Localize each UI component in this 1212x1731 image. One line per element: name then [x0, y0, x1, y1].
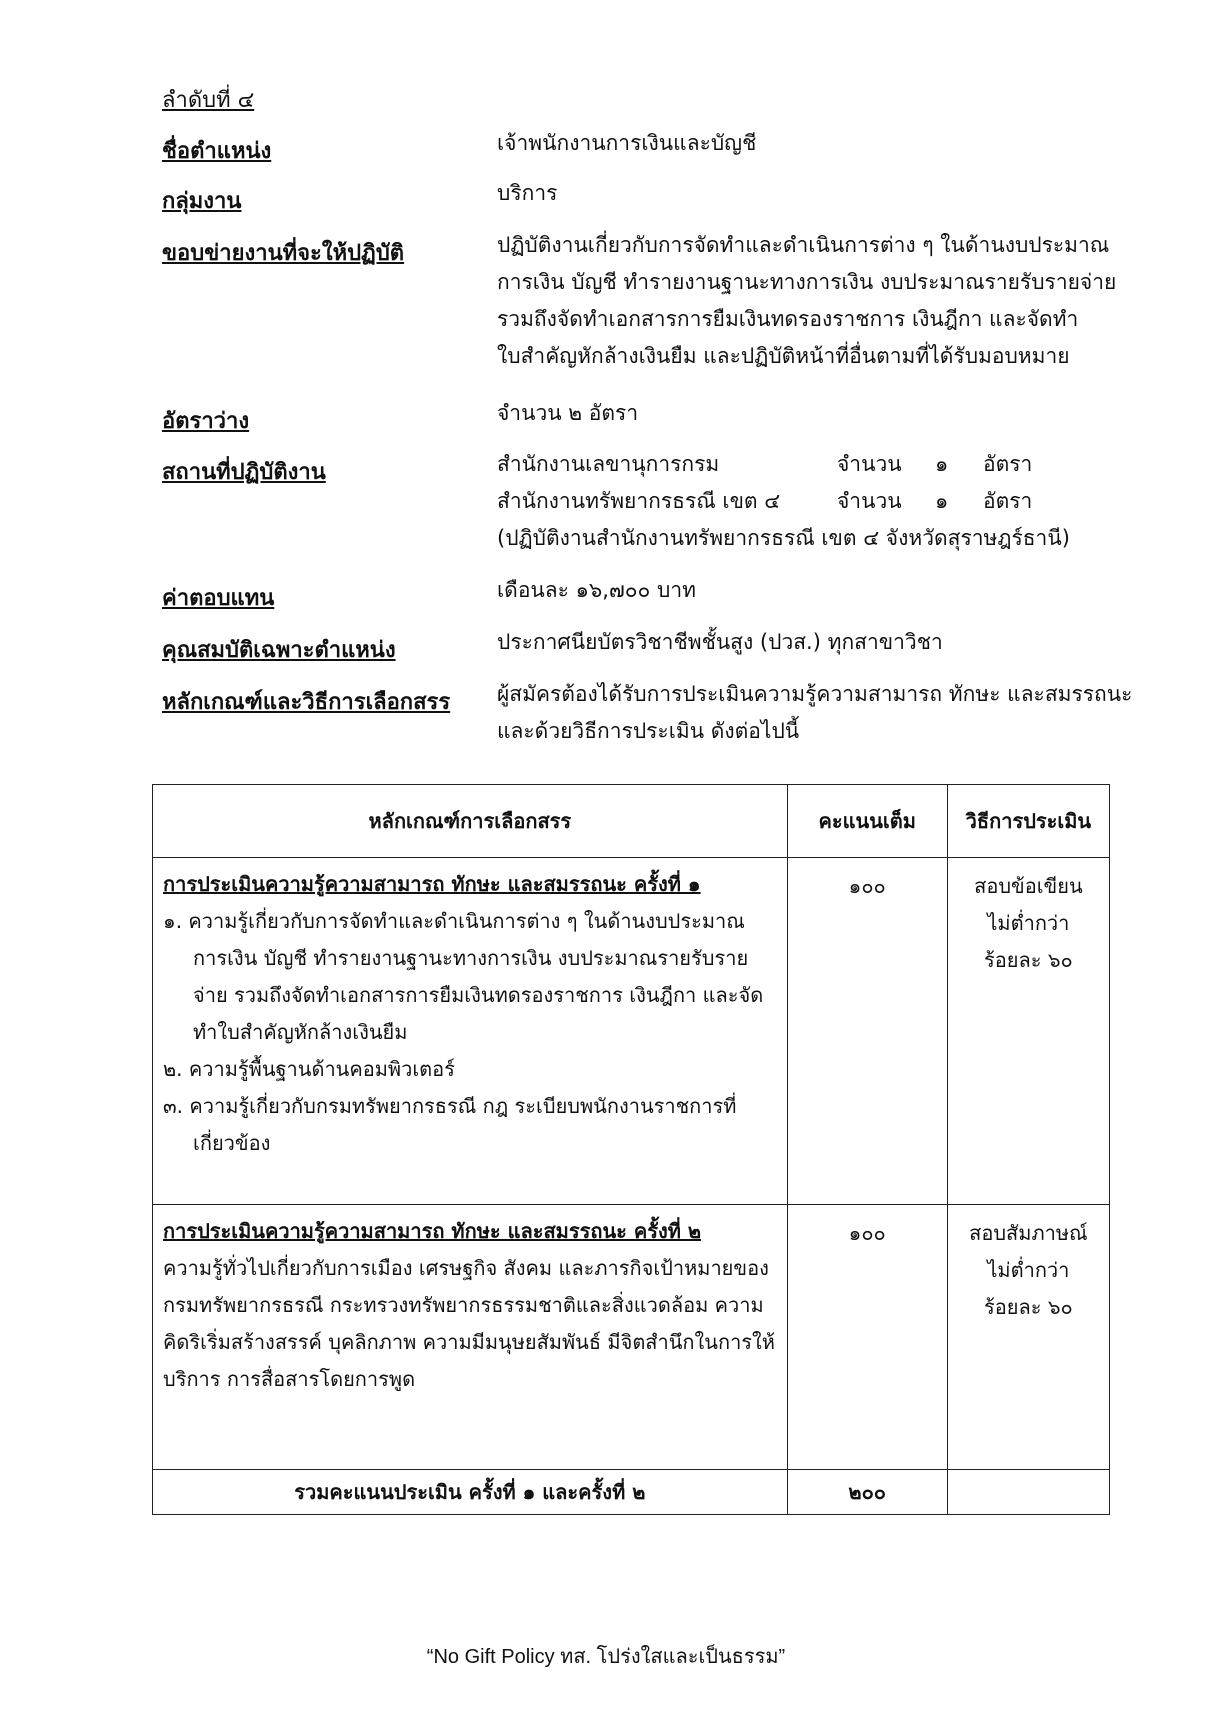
qualification-label: คุณสมบัติเฉพาะตำแหน่ง — [162, 638, 396, 663]
location-note: (ปฏิบัติงานสำนักงานทรัพยากรธรณี เขต ๔ จังหวัดสุราษฎร์ธานี) — [497, 526, 1070, 550]
round2-criteria — [153, 1205, 788, 1470]
selection-label: หลักเกณฑ์และวิธีการเลือกสรร — [162, 690, 451, 715]
location-value — [497, 446, 1097, 557]
total-method-empty — [947, 1470, 1109, 1515]
location-count-word: จำนวน — [837, 452, 902, 476]
vacancy-label: อัตราว่าง — [162, 409, 250, 434]
scope-line: ปฏิบัติงานเกี่ยวกับการจัดทำและดำเนินการต่าง ๆ ในด้านงบประมาณ — [497, 233, 1110, 257]
location-count: ๑ — [935, 489, 949, 513]
round1-item: ๑. ความรู้เกี่ยวกับการจัดทำและดำเนินการต่าง ๆ ในด้านงบประมาณ การเงิน บัญชี ทำรายงานฐานะทางการเงิน งบประมาณรายรับรายจ่าย รวมถึงจัดทำเอกสารการยืมเงินทดรองราชการ เงินฎีกา และจัดทำใบสำคัญหักล้างเงินยืม — [163, 909, 764, 1044]
round1-method-line: ร้อยละ ๖๐ — [984, 948, 1073, 972]
location-item — [497, 483, 1097, 520]
location-place: สำนักงานเลขานุการกรม — [497, 452, 720, 476]
location-item — [497, 446, 1097, 483]
salary-label: ค่าตอบแทน — [162, 586, 275, 611]
round2-title: การประเมินความรู้ความสามารถ ทักษะ และสมรรถนะ ครั้งที่ ๒ — [163, 1219, 702, 1243]
round1-method — [947, 858, 1109, 1205]
round1-title: การประเมินความรู้ความสามารถ ทักษะ และสมรรถนะ ครั้งที่ ๑ — [163, 872, 701, 896]
header-score: คะแนนเต็ม — [787, 785, 947, 858]
round2-method-line: ร้อยละ ๖๐ — [984, 1295, 1073, 1319]
table-row-total — [153, 1470, 1110, 1515]
round1-score: ๑๐๐ — [787, 858, 947, 1205]
header-criteria: หลักเกณฑ์การเลือกสรร — [153, 785, 788, 858]
header-method: วิธีการประเมิน — [947, 785, 1109, 858]
scope-value — [497, 227, 1116, 375]
footer-policy: “No Gift Policy ทส. โปร่งใสและเป็นธรรม” — [426, 1646, 786, 1668]
location-place: สำนักงานทรัพยากรธรณี เขต ๔ — [497, 489, 781, 513]
round2-method-line: สอบสัมภาษณ์ — [969, 1221, 1088, 1245]
order-label: ลำดับที่ ๔ — [162, 88, 255, 113]
vacancy-value: จำนวน ๒ อัตรา — [497, 401, 639, 425]
table-row-round1 — [153, 858, 1110, 1205]
salary-value: เดือนละ ๑๖,๗๐๐ บาท — [497, 578, 697, 602]
location-count: ๑ — [935, 452, 949, 476]
selection-line: และด้วยวิธีการประเมิน ดังต่อไปนี้ — [497, 719, 800, 743]
table-row-round2 — [153, 1205, 1110, 1470]
position-label: ชื่อตำแหน่ง — [162, 139, 272, 164]
location-unit: อัตรา — [983, 489, 1033, 513]
round1-method-line: ไม่ต่ำกว่า — [987, 911, 1070, 935]
location-label: สถานที่ปฏิบัติงาน — [162, 460, 326, 485]
scope-line: ใบสำคัญหักล้างเงินยืม และปฏิบัติหน้าที่อื่นตามที่ได้รับมอบหมาย — [497, 344, 1070, 368]
total-score: ๒๐๐ — [787, 1470, 947, 1515]
location-unit: อัตรา — [983, 452, 1033, 476]
round1-method-line: สอบข้อเขียน — [974, 874, 1083, 898]
round1-item: ๓. ความรู้เกี่ยวกับกรมทรัพยากรธรณี กฎ ระเบียบพนักงานราชการที่เกี่ยวข้อง — [163, 1094, 737, 1155]
round2-text: ความรู้ทั่วไปเกี่ยวกับการเมือง เศรษฐกิจ สังคม และภารกิจเป้าหมายของกรมทรัพยากรธรณี กระทรวงทรัพยากรธรรมชาติและสิ่งแวดล้อม ความคิดริเริ่มสร้างสรรค์ บุคลิกภาพ ความมีมนุษยสัมพันธ์ มีจิตสำนึกในการให้บริการ การสื่อสารโดยการพูด — [163, 1256, 775, 1391]
table-header-row — [153, 785, 1110, 858]
scope-line: รวมถึงจัดทำเอกสารการยืมเงินทดรองราชการ เงินฎีกา และจัดทำ — [497, 307, 1079, 331]
selection-line: ผู้สมัครต้องได้รับการประเมินความรู้ความสามารถ ทักษะ และสมรรถนะ — [497, 682, 1133, 706]
total-label: รวมคะแนนประเมิน ครั้งที่ ๑ และครั้งที่ ๒ — [153, 1470, 788, 1515]
round2-method-line: ไม่ต่ำกว่า — [987, 1258, 1070, 1282]
scope-label: ขอบข่ายงานที่จะให้ปฏิบัติ — [162, 241, 405, 266]
criteria-table — [152, 784, 1110, 1515]
qualification-value: ประกาศนียบัตรวิชาชีพชั้นสูง (ปวส.) ทุกสาขาวิชา — [497, 630, 943, 654]
scope-line: การเงิน บัญชี ทำรายงานฐานะทางการเงิน งบประมาณรายรับรายจ่าย — [497, 270, 1117, 294]
round1-item: ๒. ความรู้พื้นฐานด้านคอมพิวเตอร์ — [163, 1057, 455, 1081]
round2-score: ๑๐๐ — [787, 1205, 947, 1470]
selection-value — [497, 676, 1132, 750]
position-value: เจ้าพนักงานการเงินและบัญชี — [497, 131, 757, 155]
group-label: กลุ่มงาน — [162, 189, 242, 214]
group-value: บริการ — [497, 181, 558, 205]
round2-method — [947, 1205, 1109, 1470]
location-count-word: จำนวน — [837, 489, 902, 513]
round1-criteria — [153, 858, 788, 1205]
